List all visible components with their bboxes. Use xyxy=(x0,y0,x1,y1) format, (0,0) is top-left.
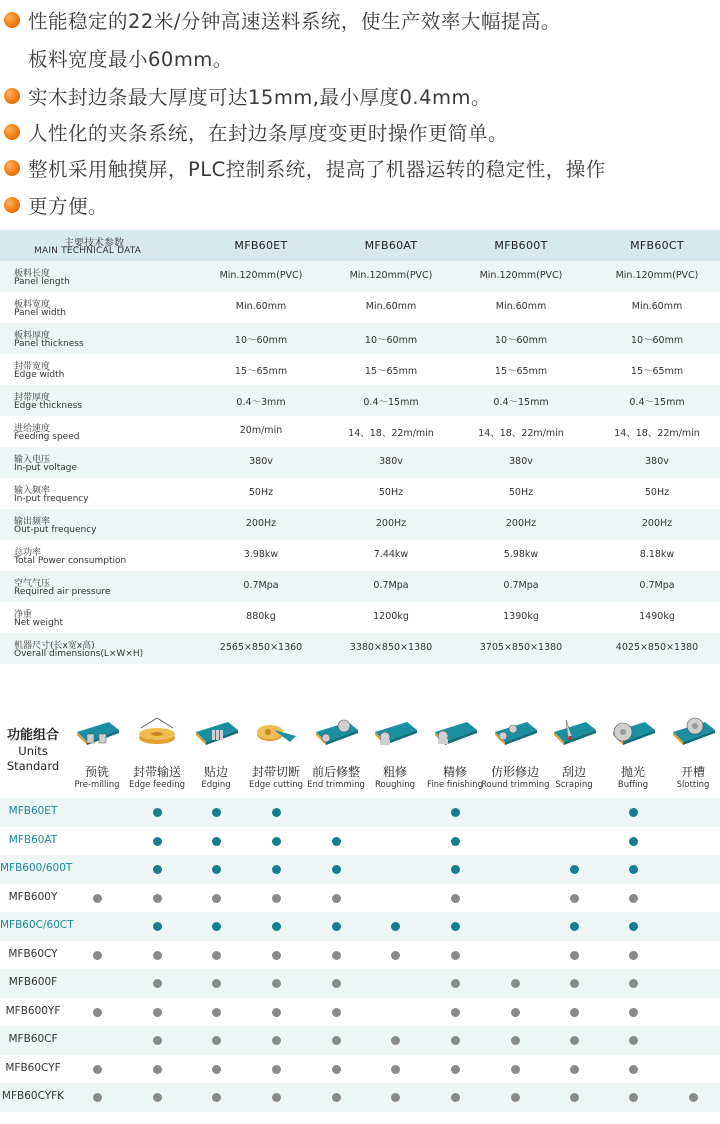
spec-label-cn: 进给速度 xyxy=(14,424,51,434)
function-included-dot xyxy=(332,922,341,931)
spec-label-en: Panel width xyxy=(14,308,66,318)
bullet-text: 更方便。 xyxy=(28,195,109,218)
spec-value: 0.7Mpa xyxy=(243,580,279,591)
function-row xyxy=(0,1026,720,1055)
spec-value: Min.60mm xyxy=(235,301,287,312)
spec-value: Min.60mm xyxy=(631,301,683,312)
spec-value: 380v xyxy=(509,456,533,467)
function-included-dot xyxy=(272,894,281,903)
spec-label-cn: 板料长度 xyxy=(14,269,51,279)
function-included-dot xyxy=(570,894,579,903)
function-included-dot xyxy=(272,951,281,960)
feature-bullet-list xyxy=(0,0,720,228)
spec-row xyxy=(0,354,720,385)
orange-bullet-icon xyxy=(4,12,20,28)
spec-row xyxy=(0,323,720,354)
spec-value: 14、18、22m/min xyxy=(614,428,700,439)
function-label-cn: 前后修整 xyxy=(311,765,360,779)
spec-label-cn: 封带厚度 xyxy=(14,393,51,403)
function-included-dot xyxy=(451,951,460,960)
function-included-dot xyxy=(153,1093,162,1102)
function-row xyxy=(0,1055,720,1084)
spec-value: 8.18kw xyxy=(639,549,675,560)
spec-value: Min.60mm xyxy=(365,301,417,312)
function-included-dot xyxy=(451,1008,460,1017)
function-included-dot xyxy=(629,894,638,903)
function-included-dot xyxy=(212,1065,221,1074)
function-included-dot xyxy=(93,1008,102,1017)
function-label-en: Edging xyxy=(201,780,231,790)
spec-value: 50Hz xyxy=(378,487,404,498)
spec-value: 14、18、22m/min xyxy=(348,428,434,439)
model-name: MFB60AT xyxy=(8,833,58,846)
model-column-header: MFB60ET xyxy=(234,239,288,252)
function-included-dot xyxy=(629,808,638,817)
function-row xyxy=(0,798,720,827)
model-name: MFB60C/60CT xyxy=(0,919,74,931)
function-included-dot xyxy=(451,837,460,846)
function-included-dot xyxy=(153,951,162,960)
spec-row xyxy=(0,385,720,416)
function-label-en: Edge feeding xyxy=(128,780,186,790)
model-name: MFB60CF xyxy=(8,1033,58,1045)
function-column-header xyxy=(306,700,366,796)
function-included-dot xyxy=(451,979,460,988)
spec-label-en: Overall dimensions(L×W×H) xyxy=(14,649,144,659)
spec-row xyxy=(0,540,720,571)
orange-bullet-icon xyxy=(4,88,20,104)
function-row xyxy=(0,998,720,1027)
spec-value: 200Hz xyxy=(375,518,407,529)
function-included-dot xyxy=(332,837,341,846)
spec-row xyxy=(0,602,720,633)
orange-bullet-icon xyxy=(4,197,20,213)
function-included-dot xyxy=(570,1065,579,1074)
function-included-dot xyxy=(332,979,341,988)
function-included-dot xyxy=(212,951,221,960)
spec-value: Min.120mm(PVC) xyxy=(479,270,563,281)
spec-value: 3705×850×1380 xyxy=(479,642,563,653)
function-included-dot xyxy=(272,922,281,931)
spec-value: 7.44kw xyxy=(373,549,409,560)
spec-value: 1390kg xyxy=(503,611,539,622)
function-included-dot xyxy=(212,837,221,846)
spec-value: 0.4～15mm xyxy=(363,397,419,408)
function-included-dot xyxy=(272,1036,281,1045)
function-included-dot xyxy=(451,1065,460,1074)
model-name: MFB60CY xyxy=(8,947,58,960)
spec-value: 0.4～15mm xyxy=(629,397,685,408)
header-label-en: MAIN TECHNICAL DATA xyxy=(34,246,142,256)
function-included-dot xyxy=(570,922,579,931)
model-name: MFB60ET xyxy=(8,805,58,817)
function-included-dot xyxy=(511,1036,520,1045)
function-combination-table xyxy=(0,700,720,1124)
function-included-dot xyxy=(153,1036,162,1045)
function-column-header xyxy=(246,700,306,796)
spec-label-en: Feeding speed xyxy=(14,432,80,442)
function-column-header xyxy=(663,700,720,796)
model-name: MFB60CYFK xyxy=(1,1090,65,1102)
spec-value: Min.120mm(PVC) xyxy=(349,270,433,281)
spec-value: 15～65mm xyxy=(494,366,548,377)
spec-value: 5.98kw xyxy=(503,549,539,560)
title-en-standard: Standard xyxy=(6,759,60,773)
function-included-dot xyxy=(153,1008,162,1017)
model-name: MFB60CYF xyxy=(5,1061,61,1074)
function-column-header xyxy=(67,700,127,796)
header-label-cn: 主要技术参数 xyxy=(64,238,124,249)
spec-value: 0.7Mpa xyxy=(639,580,675,591)
function-included-dot xyxy=(511,1093,520,1102)
spec-label-cn: 输出频率 xyxy=(14,517,51,527)
function-included-dot xyxy=(629,865,638,874)
spec-value: Min.120mm(PVC) xyxy=(219,270,303,281)
spec-value: 1200kg xyxy=(373,611,409,622)
function-row xyxy=(0,941,720,970)
function-label-cn: 粗修 xyxy=(382,765,407,779)
spec-row xyxy=(0,292,720,323)
function-label-en: Scraping xyxy=(555,780,593,790)
function-table-title xyxy=(0,724,66,773)
spec-value: 3.98kw xyxy=(243,549,279,560)
spec-label-en: Total Power consumption xyxy=(14,556,127,566)
function-column-header xyxy=(127,700,187,796)
function-included-dot xyxy=(570,951,579,960)
spec-value: 14、18、22m/min xyxy=(478,428,564,439)
orange-bullet-icon xyxy=(4,124,20,140)
function-included-dot xyxy=(629,951,638,960)
spec-value: 380v xyxy=(379,456,403,467)
function-included-dot xyxy=(511,1065,520,1074)
technical-data-header xyxy=(0,230,720,261)
function-included-dot xyxy=(272,865,281,874)
spec-label-cn: 净重 xyxy=(14,610,33,620)
model-column-header: MFB600T xyxy=(494,239,548,252)
function-included-dot xyxy=(391,951,400,960)
function-column-header xyxy=(186,700,246,796)
function-label-cn: 仿形修边 xyxy=(490,765,539,779)
spec-value: 4025×850×1380 xyxy=(615,642,699,653)
spec-value: 15～65mm xyxy=(630,366,684,377)
function-included-dot xyxy=(212,865,221,874)
function-included-dot xyxy=(391,1093,400,1102)
function-included-dot xyxy=(212,808,221,817)
spec-value: Min.60mm xyxy=(495,301,547,312)
spec-label-en: Panel thickness xyxy=(14,339,84,349)
function-included-dot xyxy=(153,894,162,903)
function-included-dot xyxy=(153,837,162,846)
spec-row xyxy=(0,447,720,478)
spec-row xyxy=(0,633,720,664)
spec-value: 50Hz xyxy=(508,487,534,498)
function-included-dot xyxy=(153,922,162,931)
function-included-dot xyxy=(153,1065,162,1074)
function-included-dot xyxy=(272,808,281,817)
spec-value: 1490kg xyxy=(639,611,675,622)
function-included-dot xyxy=(212,979,221,988)
spec-label-cn: 输入电压 xyxy=(14,455,51,465)
function-included-dot xyxy=(629,1093,638,1102)
function-included-dot xyxy=(93,894,102,903)
spec-label-en: Required air pressure xyxy=(14,587,111,597)
spec-value: Min.120mm(PVC) xyxy=(615,270,699,281)
function-row xyxy=(0,912,720,941)
function-label-cn: 封带切断 xyxy=(251,765,300,779)
function-included-dot xyxy=(212,1036,221,1045)
function-label-cn: 精修 xyxy=(442,765,467,779)
function-included-dot xyxy=(451,1093,460,1102)
spec-label-en: Edge width xyxy=(14,370,65,380)
spec-row xyxy=(0,509,720,540)
function-label-cn: 抛光 xyxy=(620,765,645,779)
function-label-en: Round trimming xyxy=(481,780,550,790)
function-row xyxy=(0,969,720,998)
spec-value: 10～60mm xyxy=(630,335,684,346)
spec-value: 0.4～3mm xyxy=(236,397,286,408)
spec-value: 200Hz xyxy=(505,518,537,529)
spec-label-cn: 空气气压 xyxy=(14,579,51,589)
spec-row xyxy=(0,416,720,447)
function-included-dot xyxy=(570,1093,579,1102)
function-included-dot xyxy=(391,1065,400,1074)
function-label-en: Fine finishing xyxy=(426,780,483,790)
title-cn: 功能组合 xyxy=(6,728,59,743)
spec-value: 3380×850×1380 xyxy=(349,642,433,653)
function-included-dot xyxy=(570,1008,579,1017)
function-included-dot xyxy=(332,951,341,960)
spec-label-en: Net weight xyxy=(14,618,64,628)
function-included-dot xyxy=(391,1036,400,1045)
function-included-dot xyxy=(332,1008,341,1017)
spec-label-en: Out-put frequency xyxy=(14,525,97,535)
function-label-cn: 贴边 xyxy=(203,765,228,779)
function-column-header xyxy=(481,700,550,796)
bullet-text: 人性化的夹条系统，在封边条厚度变更时操作更简单。 xyxy=(28,122,509,145)
function-included-dot xyxy=(629,979,638,988)
model-column-header: MFB60AT xyxy=(364,239,418,252)
spec-label-cn: 机器尺寸(长x宽x高) xyxy=(14,641,95,651)
spec-value: 0.7Mpa xyxy=(373,580,409,591)
bullet-text: 性能稳定的22米/分钟高速送料系统，使生产效率大幅提高。 xyxy=(28,10,561,33)
function-included-dot xyxy=(212,894,221,903)
function-column-header xyxy=(603,700,663,796)
spec-label-cn: 板料宽度 xyxy=(14,300,51,310)
function-included-dot xyxy=(153,979,162,988)
function-included-dot xyxy=(272,979,281,988)
title-en-units: Units xyxy=(18,744,48,758)
model-name: MFB600F xyxy=(8,976,58,988)
function-included-dot xyxy=(93,1093,102,1102)
model-name: MFB600/600T xyxy=(0,862,73,874)
function-label-en: Edge cutting xyxy=(249,780,303,790)
function-included-dot xyxy=(332,1093,341,1102)
function-included-dot xyxy=(93,1065,102,1074)
function-column-header xyxy=(365,700,425,796)
function-included-dot xyxy=(212,1093,221,1102)
bullet-text: 板料宽度最小60mm。 xyxy=(28,48,233,71)
function-included-dot xyxy=(451,865,460,874)
bullet-text: 整机采用触摸屏，PLC控制系统，提高了机器运转的稳定性，操作 xyxy=(28,158,606,181)
function-label-cn: 预铣 xyxy=(84,765,109,779)
function-column-header xyxy=(425,700,485,796)
spec-label-en: Panel length xyxy=(14,277,70,287)
spec-value: 20m/min xyxy=(239,425,283,436)
function-included-dot xyxy=(332,894,341,903)
function-included-dot xyxy=(451,894,460,903)
function-included-dot xyxy=(212,1008,221,1017)
function-included-dot xyxy=(332,1036,341,1045)
function-included-dot xyxy=(689,1093,698,1102)
function-row xyxy=(0,827,720,856)
spec-value: 0.7Mpa xyxy=(503,580,539,591)
spec-value: 10～60mm xyxy=(234,335,288,346)
spec-value: 380v xyxy=(249,456,273,467)
function-included-dot xyxy=(153,865,162,874)
spec-value: 15～65mm xyxy=(234,366,288,377)
spec-value: 200Hz xyxy=(245,518,277,529)
function-included-dot xyxy=(272,837,281,846)
function-included-dot xyxy=(153,808,162,817)
spec-label-en: Edge thickness xyxy=(14,401,83,411)
function-label-en: Slotting xyxy=(676,780,710,790)
function-included-dot xyxy=(629,1036,638,1045)
function-included-dot xyxy=(272,1065,281,1074)
function-row xyxy=(0,855,720,884)
spec-row xyxy=(0,478,720,509)
spec-value: 10～60mm xyxy=(494,335,548,346)
function-included-dot xyxy=(451,1036,460,1045)
function-included-dot xyxy=(511,979,520,988)
function-included-dot xyxy=(451,922,460,931)
spec-value: 10～60mm xyxy=(364,335,418,346)
function-included-dot xyxy=(332,865,341,874)
function-label-cn: 开槽 xyxy=(680,765,705,779)
function-included-dot xyxy=(570,865,579,874)
model-name: MFB600Y xyxy=(8,890,58,903)
spec-row xyxy=(0,571,720,602)
spec-label-cn: 输入频率 xyxy=(14,486,51,496)
function-included-dot xyxy=(570,979,579,988)
function-included-dot xyxy=(629,922,638,931)
spec-value: 880kg xyxy=(246,611,276,622)
spec-label-en: In-put voltage xyxy=(14,463,78,473)
spec-value: 50Hz xyxy=(644,487,670,498)
function-column-header xyxy=(544,700,604,796)
spec-label-en: In-put frequency xyxy=(14,494,89,504)
spec-label-cn: 封带宽度 xyxy=(14,362,51,372)
function-included-dot xyxy=(332,1065,341,1074)
function-label-en: Buffing xyxy=(617,780,649,790)
function-included-dot xyxy=(272,1093,281,1102)
spec-row xyxy=(0,261,720,292)
spec-value: 15～65mm xyxy=(364,366,418,377)
function-row xyxy=(0,884,720,913)
function-included-dot xyxy=(391,922,400,931)
function-included-dot xyxy=(629,1065,638,1074)
orange-bullet-icon xyxy=(4,160,20,176)
spec-label-cn: 板料厚度 xyxy=(14,331,51,341)
function-included-dot xyxy=(451,808,460,817)
function-included-dot xyxy=(272,1008,281,1017)
function-included-dot xyxy=(212,922,221,931)
spec-value: 2565×850×1360 xyxy=(219,642,303,653)
spec-value: 380v xyxy=(645,456,669,467)
spec-label-cn: 总功率 xyxy=(14,548,42,558)
model-column-header: MFB60CT xyxy=(630,239,684,252)
spec-value: 50Hz xyxy=(248,487,274,498)
function-included-dot xyxy=(511,1008,520,1017)
bullet-text: 实木封边条最大厚度可达15mm,最小厚度0.4mm。 xyxy=(28,86,492,109)
function-included-dot xyxy=(570,1036,579,1045)
function-included-dot xyxy=(629,1008,638,1017)
function-label-cn: 封带输送 xyxy=(132,765,181,779)
function-label-en: Pre-milling xyxy=(74,780,120,790)
function-included-dot xyxy=(93,951,102,960)
model-name: MFB600YF xyxy=(5,1004,61,1017)
function-row xyxy=(0,1083,720,1112)
spec-value: 200Hz xyxy=(641,518,673,529)
function-included-dot xyxy=(629,837,638,846)
spec-value: 0.4～15mm xyxy=(493,397,549,408)
function-label-en: End trimming xyxy=(307,780,365,790)
function-label-en: Roughing xyxy=(374,780,416,790)
function-label-cn: 刮边 xyxy=(561,765,586,779)
